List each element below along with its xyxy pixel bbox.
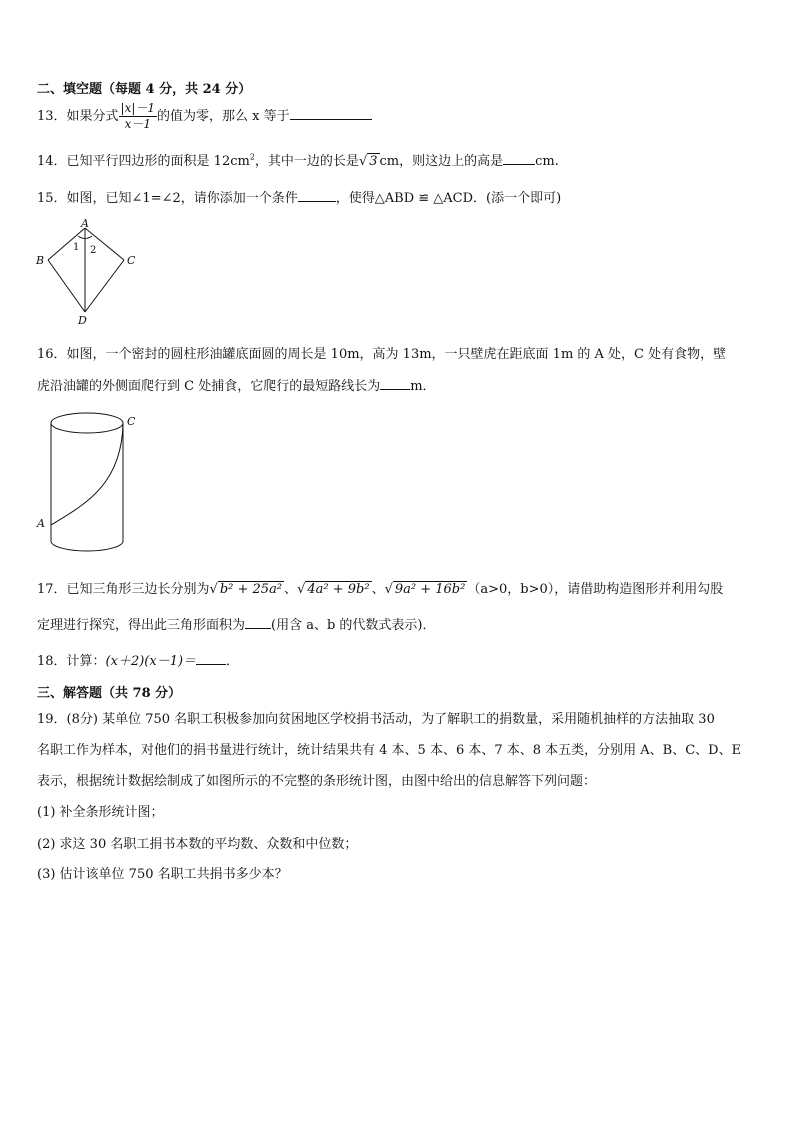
question-19-sub2: (2) 求这 30 名职工捐书本数的平均数、众数和中位数； — [37, 837, 358, 852]
q16-line2-prefix: 虎沿油罐的外侧面爬行到 C 处捕食，它爬行的最短路线长为 — [37, 379, 381, 394]
q18-suffix: ． — [226, 654, 240, 669]
q13-numerator: |x|－1 — [120, 101, 156, 115]
q13-fraction — [119, 101, 158, 132]
q17-sep-1: 、 — [284, 582, 298, 597]
question-14 — [37, 150, 559, 169]
q14-sqrt: √ 3 — [358, 154, 378, 169]
q15-label-B: B — [36, 254, 45, 267]
q15-prefix: 15．如图，已知∠1=∠2，请你添加一个条件 — [37, 191, 298, 206]
q13-answer-blank[interactable] — [290, 107, 372, 120]
q13-suffix: 的值为零，那么 x 等于 — [157, 109, 290, 124]
q17-sep-2: 、 — [371, 582, 385, 597]
q14-suffix: ，则这边上的高是 — [399, 154, 504, 169]
q17-answer-blank[interactable] — [245, 616, 271, 629]
q18-expression: (x＋2)(x－1)＝ — [105, 654, 197, 669]
question-16-line1: 16．如图，一个密封的圆柱形油罐底面圆的周长是 10m，高为 13m，一只壁虎在距底面 1m 的 A 处，C 处有食物，壁 — [37, 347, 727, 362]
q14-prefix: 14．已知平行四边形的面积是 12cm — [37, 154, 250, 169]
q13-prefix: 13．如果分式 — [37, 109, 119, 124]
question-16-line2 — [37, 375, 436, 394]
question-19-sub3: (3) 估计该单位 750 名职工共捐书多少本？ — [37, 867, 288, 882]
q17-condition: （a>0，b>0），请借助构造图形并利用勾股 — [467, 582, 724, 597]
q15-answer-blank[interactable] — [298, 189, 336, 202]
q15-label-A: A — [81, 217, 89, 230]
q17-root-1: √ b² + 25a² — [209, 582, 283, 597]
question-17-line1 — [37, 578, 723, 597]
question-15 — [37, 187, 561, 206]
q17-prefix: 17．已知三角形三边长分别为 — [37, 582, 210, 597]
q16-answer-blank[interactable] — [380, 377, 410, 390]
question-18 — [37, 650, 239, 669]
q18-prefix: 18．计算： — [37, 654, 106, 669]
question-19-line2: 名职工作为样本，对他们的捐书量进行统计，统计结果共有 4 本、5 本、6 本、7 本、8 本五类，分别用 A、B、C、D、E — [37, 743, 742, 758]
q14-answer-blank[interactable] — [503, 152, 535, 165]
q17-root-2: √ 4a² + 9b² — [297, 582, 370, 597]
q14-end: cm. — [535, 154, 559, 169]
q15-suffix: ，使得△ABD ≌ △ACD．(添一个即可) — [335, 191, 562, 206]
q15-label-C: C — [127, 254, 136, 267]
q16-label-C: C — [127, 415, 136, 428]
q18-answer-blank[interactable] — [196, 652, 226, 665]
q16-cylinder-figure — [34, 405, 149, 565]
section-heading-fill-in: 二、填空题（每题 4 分，共 24 分） — [37, 82, 252, 97]
q14-mid: ，其中一边的长是 — [254, 154, 359, 169]
q16-label-A: A — [37, 517, 45, 530]
section-heading-solutions: 三、解答题（共 78 分） — [37, 686, 182, 701]
q15-angle-2: 2 — [90, 245, 97, 256]
q17-root-3: √ 9a² + 16b² — [384, 582, 466, 597]
question-19-sub1: (1) 补全条形统计图； — [37, 805, 164, 820]
question-19-line3: 表示，根据统计数据绘制成了如图所示的不完整的条形统计图，由图中给出的信息解答下列问题： — [37, 774, 597, 789]
q13-denominator: x－1 — [124, 117, 151, 131]
q16-line2-suffix: m． — [410, 379, 436, 394]
q14-unit: cm — [379, 154, 400, 169]
q17-line2-suffix: (用含 a、b 的代数式表示)． — [271, 618, 436, 633]
question-17-line2 — [37, 614, 436, 633]
question-19-line1: 19．(8分) 某单位 750 名职工积极参加向贫困地区学校捐书活动，为了解职工的捐数量，采用随机抽样的方法抽取 30 — [37, 712, 715, 727]
question-13 — [37, 101, 372, 132]
q15-label-D: D — [78, 314, 87, 327]
q15-kite-figure — [34, 216, 144, 328]
q17-line2-prefix: 定理进行探究，得出此三角形面积为 — [37, 618, 246, 633]
q15-angle-1: 1 — [73, 242, 80, 253]
q14-sup: 2 — [249, 152, 255, 162]
